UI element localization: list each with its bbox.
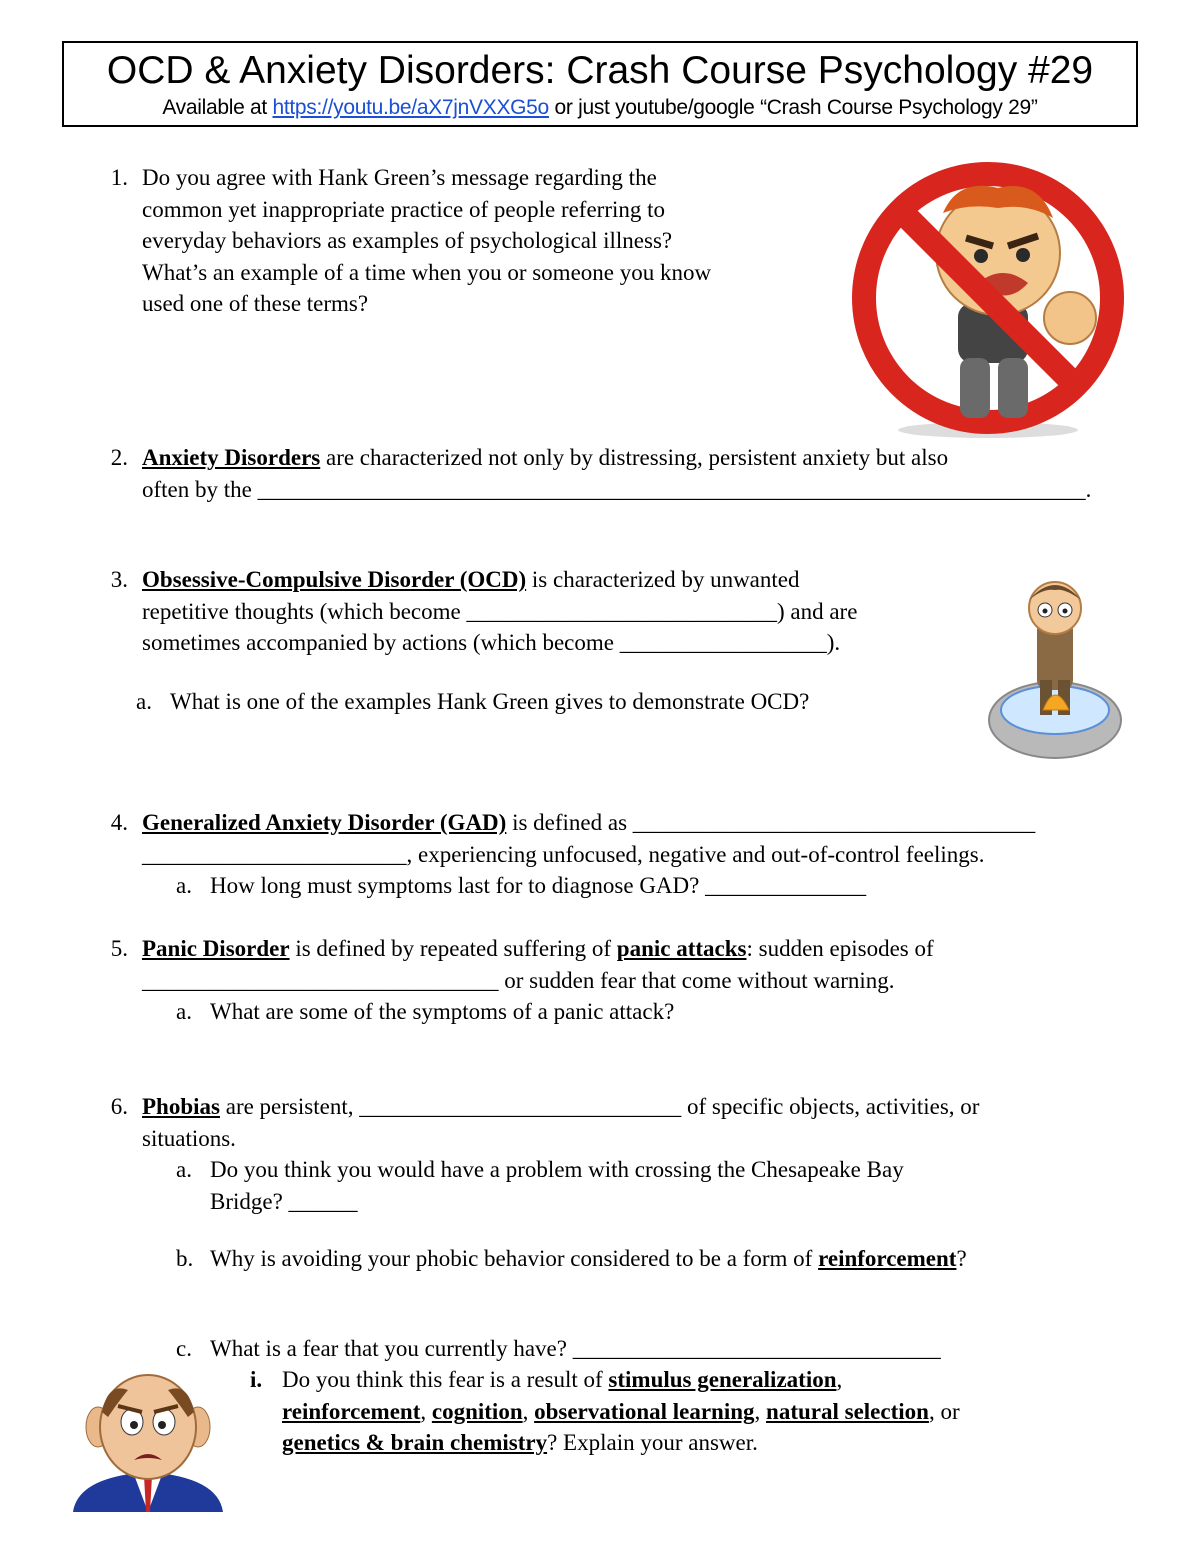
q3a-text: What is one of the examples Hank Green gives to demonstrate OCD? [170,688,810,714]
kid-fist [1044,292,1096,344]
q4-blank-line[interactable]: _______________________, experiencing unfocused, negative and out-of-control feelings. [142,841,985,867]
sub-letter: a. [176,873,192,898]
q1-line: common yet inappropriate practice of people referring to [142,196,666,222]
question-6 [100,1091,979,1459]
term-panic-attacks: panic attacks [616,936,747,961]
q6a-text: Do you think you would have a problem with crossing the Chesapeake Bay [210,1157,904,1182]
term-panic-disorder: Panic Disorder [142,936,290,961]
question-number: 1. [110,165,128,190]
q3-text: is characterized by unwanted [526,567,800,592]
sub-letter: a. [176,1157,192,1182]
q2-blank-line[interactable]: often by the ________________________________________________________________________. [142,476,1092,502]
kid-eye [1016,248,1030,262]
term-reinforcement: reinforcement [818,1246,957,1271]
q2-text: are characterized not only by distressing, persistent anxiety but also [320,445,949,470]
q4a-text[interactable]: How long must symptoms last for to diagnose GAD? ______________ [210,873,867,898]
term-cognition: cognition [431,1398,523,1424]
q6a-blank[interactable]: Bridge? ______ [210,1188,358,1214]
term-stimulus-generalization: stimulus generalization [608,1367,837,1392]
subtitle [64,95,1136,121]
term-genetics-brain-chemistry: genetics & brain chemistry [282,1430,548,1455]
q6ci-end: ? Explain your answer. [547,1430,758,1455]
sub-letter: a. [176,999,192,1024]
question-4 [100,807,1035,902]
boy-pupil [1063,609,1068,614]
q4-blank[interactable]: is defined as ___________________________________ [506,810,1036,835]
q6-blank[interactable]: are persistent, ____________________________ of specific objects, activities, or [219,1094,980,1119]
question-number: 4. [110,810,128,835]
q1-line: everyday behaviors as examples of psychological illness? [142,228,673,253]
sep: , [420,1398,432,1424]
term-ocd: Obsessive-Compulsive Disorder (OCD) [142,567,527,592]
question-1 [100,162,711,320]
q5-text: : sudden episodes of [746,936,934,961]
question-5 [100,933,934,1028]
header-box [62,41,1138,127]
kid-eye [974,249,988,263]
kid-leg-left [960,358,990,418]
question-number: 5. [110,936,128,961]
sep: , [522,1398,535,1424]
q5a-text: What are some of the symptoms of a panic attack? [210,999,675,1024]
q1-line: used one of these terms? [142,291,369,316]
no-name-calling-illustration [848,158,1128,443]
term-gad: Generalized Anxiety Disorder (GAD) [142,810,507,835]
q1-line: What’s an example of a time when you or someone you know [142,259,712,285]
question-3 [100,564,857,717]
q6c-text[interactable]: What is a fear that you currently have? ________________________________ [210,1335,941,1361]
q5-blank-line[interactable]: _______________________________ or sudden fear that come without warning. [142,967,895,993]
q6b-text: Why is avoiding your phobic behavior considered to be a form of [210,1246,819,1271]
video-link[interactable]: https://youtu.be/aX7jnVXXG5o [272,96,549,119]
term-reinforcement-2: reinforcement [282,1398,421,1424]
question-number: 2. [110,445,128,470]
kid-leg-right [998,358,1028,418]
sub-letter: b. [176,1246,194,1271]
q3-blank-line[interactable]: sometimes accompanied by actions (which become __________________). [142,630,841,655]
term-observational-learning: observational learning [534,1398,755,1424]
sub-letter: c. [176,1335,192,1361]
sep: , [836,1367,843,1392]
sep: , or [928,1398,960,1424]
term-phobias: Phobias [142,1094,220,1119]
q5-text: is defined by repeated suffering of [289,936,617,961]
question-2 [100,442,1091,505]
page-title: OCD & Anxiety Disorders: Crash Course Psychology #29 [106,49,1094,92]
sep: , [754,1398,767,1424]
man-pupil [158,1421,166,1429]
q3-blank-line[interactable]: repetitive thoughts (which become ___________________________) and are [142,598,858,624]
worried-man-illustration [68,1372,228,1512]
sub-letter: a. [136,688,152,714]
question-number: 6. [110,1094,128,1119]
q1-line: Do you agree with Hank Green’s message regarding the [142,165,657,190]
handwashing-illustration [985,570,1125,770]
term-anxiety-disorders: Anxiety Disorders [142,445,321,470]
q6b-end: ? [956,1246,967,1271]
term-natural-selection: natural selection [766,1398,929,1424]
q6-text: situations. [142,1125,236,1151]
sub-roman: i. [250,1367,263,1392]
q6ci-text: Do you think this fear is a result of [282,1367,609,1392]
available-prefix: Available at [162,96,273,119]
boy-pupil [1043,609,1048,614]
question-number: 3. [110,567,128,592]
available-suffix: or just youtube/google “Crash Course Psychology 29” [548,96,1038,119]
man-pupil [130,1421,138,1429]
